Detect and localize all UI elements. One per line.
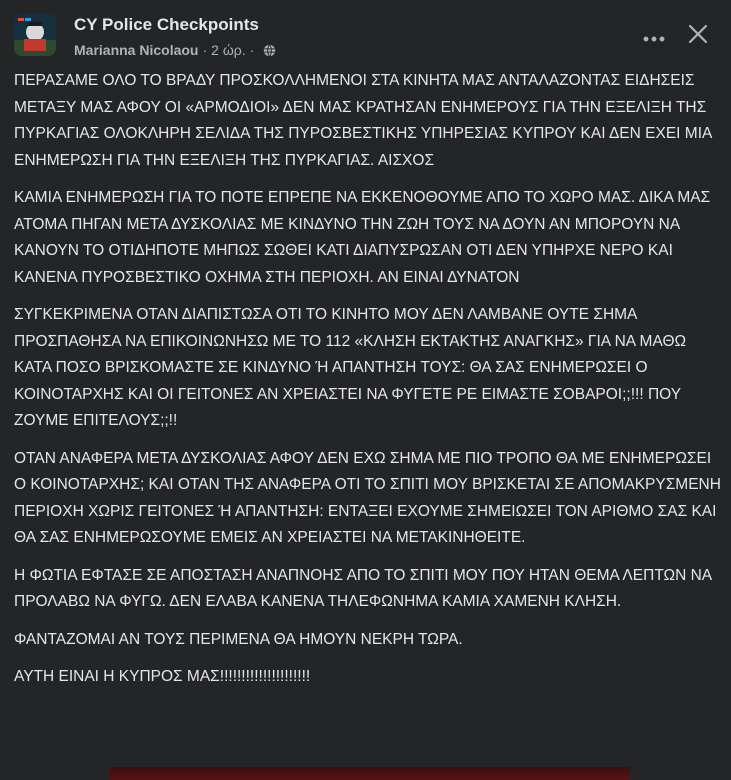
post-header — [0, 0, 731, 68]
post-paragraph: ΚΑΜΙΑ ΕΝΗΜΕΡΩΣΗ ΓΙΑ ΤΟ ΠΟΤΕ ΕΠΡΕΠΕ ΝΑ ΕΚΚΕΝΟΘΟΥΜΕ ΑΠΟ ΤΟ ΧΩΡΟ ΜΑΣ. ΔΙΚΑ ΜΑΣ ΑΤΟΜΑ ΠΗΓΑΝ ΜΕΤΑ ΔΥΣΚΟΛΙΑΣ ΜΕ ΚΙΝΔΥΝΟ ΤΗΝ ΖΩΗ ΤΟΥΣ ΝΑ ΔΟΥΝ ΑΝ ΜΠΟΡΟΥΝ ΝΑ ΚΑΝΟΥΝ ΤΟ ΟΤΙΔΗΠΟΤΕ ΜΗΠΩΣ ΣΩΘΕΙ ΚΑΤΙ ΔΙΑΠΥΣΡΩΣΑΝ ΟΤΙ ΔΕΝ ΥΠΗΡΧΕ ΝΕΡΟ ΚΑΙ ΚΑΝΕΝΑ ΠΥΡΟΣΒΕΣΤΙΚΟ ΟΧΗΜΑ ΣΤΗ ΠΕΡΙΟΧΗ. ΑΝ ΕΙΝΑΙ ΔΥΝΑΤΟΝ — [14, 189, 711, 286]
meta-separator: · — [202, 42, 208, 58]
author-name[interactable]: Marianna Nicolaou — [74, 42, 199, 58]
post-paragraph: ΠΕΡΑΣΑΜΕ ΟΛΟ ΤΟ ΒΡΑΔΥ ΠΡΟΣΚΟΛΛΗΜΕΝΟΙ ΣΤΑ ΚΙΝΗΤΑ ΜΑΣ ΑΝΤΑΛΑΖΟΝΤΑΣ ΕΙΔΗΣΕΙΣ ΜΕΤΑΞΥ ΜΑΣ ΑΦΟΥ ΟΙ «ΑΡΜΟΔΙΟΙ» ΔΕΝ ΜΑΣ ΚΡΑΤΗΣΑΝ ΕΝΗΜΕΡΟΥΣ ΓΙΑ ΤΗΝ ΕΞΕΛΙΞΗ ΤΗΣ ΠΥΡΚΑΓΙΑΣ ΟΛΟΚΛΗΡΗ ΣΕΛΙΔΑ ΤΗΣ ΠΥΡΟΣΒΕΣΤΙΚΗΣ ΥΠΗΡΕΣΙΑΣ ΚΥΠΡΟΥ ΚΑΙ ΔΕΝ ΕΧΕΙ ΜΙΑ ΕΝΗΜΕΡΩΣΗ ΓΙΑ ΤΗΝ ΕΞΕΛΙΞΗ ΤΗΣ ΠΥΡΚΑΓΙΑΣ. ΑΙΣΧΟΣ — [14, 72, 712, 169]
post-paragraph: ΦΑΝΤΑΖΟΜΑΙ ΑΝ ΤΟΥΣ ΠΕΡΙΜΕΝΑ ΘΑ ΗΜΟΥΝ ΝΕΚΡΗ ΤΩΡΑ. — [14, 630, 463, 648]
post-paragraph: ΣΥΓΚΕΚΡΙΜΕΝΑ ΟΤΑΝ ΔΙΑΠΙΣΤΩΣΑ ΟΤΙ ΤΟ ΚΙΝΗΤΟ ΜΟΥ ΔΕΝ ΛΑΜΒΑΝΕ ΟΥΤΕ ΣΗΜΑ ΠΡΟΣΠΑΘΗΣΑ ΝΑ ΕΠΙΚΟΙΝΩΝΗΣΩ ΜΕ ΤΟ 112 «ΚΛΗΣΗ ΕΚΤΑΚΤΗΣ ΑΝΑΓΚΗΣ» ΓΙΑ ΝΑ ΜΑΘΩ ΚΑΤΑ ΠΟΣΟ ΒΡΙΣΚΟΜΑΣΤΕ ΣΕ ΚΙΝΔΥΝΟ Ή ΑΠΑΝΤΗΣΗ ΤΟΥΣ: ΘΑ ΣΑΣ ΕΝΗΜΕΡΩΣΕΙ Ο ΚΟΙΝΟΤΑΡΧΗΣ ΚΑΙ ΟΙ ΓΕΙΤΟΝΕΣ ΑΝ ΧΡΕΙΑΣΤΕΙ ΝΑ ΦΥΓΕΤΕ ΡΕ ΕΙΜΑΣΤΕ ΣΟΒΑΡΟΙ;;!!! ΠΟΥ ΖΟΥΜΕ ΕΠΙΤΕΛΟΥΣ;;!! — [14, 306, 687, 429]
group-avatar[interactable] — [14, 14, 56, 56]
more-horizontal-icon — [643, 29, 665, 47]
post-meta — [74, 42, 276, 58]
post-paragraph: ΑΥΤΗ ΕΙΝΑΙ Η ΚΥΠΡΟΣ ΜΑΣ!!!!!!!!!!!!!!!!!!!!! — [14, 668, 311, 685]
more-options-button[interactable] — [636, 20, 672, 56]
close-button[interactable] — [680, 18, 716, 54]
post-time[interactable]: 2 ώρ. — [211, 42, 246, 58]
close-icon — [688, 24, 708, 49]
group-name[interactable]: CY Police Checkpoints — [74, 15, 259, 34]
post-paragraph: ΟΤΑΝ ΑΝΑΦΕΡΑ ΜΕΤΑ ΔΥΣΚΟΛΙΑΣ ΑΦΟΥ ΔΕΝ ΕΧΩ ΣΗΜΑ ΜΕ ΠΙΟ ΤΡΟΠΟ ΘΑ ΜΕ ΕΝΗΜΕΡΩΣΕΙ Ο ΚΟΙΝΟΤΑΡΧΗΣ; ΚΑΙ ΟΤΑΝ ΤΗΣ ΑΝΑΦΕΡΑ ΟΤΙ ΤΟ ΣΠΙΤΙ ΜΟΥ ΒΡΙΣΚΕΤΑΙ ΣΕ ΑΠΟΜΑΚΡΥΣΜΕΝΗ ΠΕΡΙΟΧΗ ΧΩΡΙΣ ΓΕΙΤΟΝΕΣ Ή ΑΠΑΝΤΗΣΗ: ΕΝΤΑΞΕΙ ΕΧΟΥΜΕ ΣΗΜΕΙΩΣΕΙ ΤΟΝ ΑΡΙΘΜΟ ΣΑΣ ΚΑΙ ΘΑ ΣΑΣ ΕΝΗΜΕΡΩΣΟΥΜΕ ΕΜΕΙΣ ΑΝ ΧΡΕΙΑΣΤΕΙ ΝΑ ΜΕΤΑΚΙΝΗΘΕΙΤΕ. — [14, 449, 721, 546]
meta-separator-2: · — [249, 42, 255, 58]
attached-media-preview[interactable] — [110, 767, 630, 780]
post-body — [14, 68, 722, 702]
globe-icon — [263, 44, 276, 57]
post-paragraph: Η ΦΩΤΙΑ ΕΦΤΑΣΕ ΣΕ ΑΠΟΣΤΑΣΗ ΑΝΑΠΝΟΗΣ ΑΠΟ ΤΟ ΣΠΙΤΙ ΜΟΥ ΠΟΥ ΗΤΑΝ ΘΕΜΑ ΛΕΠΤΩΝ ΝΑ ΠΡΟΛΑΒΩ ΝΑ ΦΥΓΩ. ΔΕΝ ΕΛΑΒΑ ΚΑΝΕΝΑ ΤΗΛΕΦΩΝΗΜΑ ΚΑΜΙΑ ΧΑΜΕΝΗ ΚΛΗΣΗ. — [14, 566, 712, 610]
